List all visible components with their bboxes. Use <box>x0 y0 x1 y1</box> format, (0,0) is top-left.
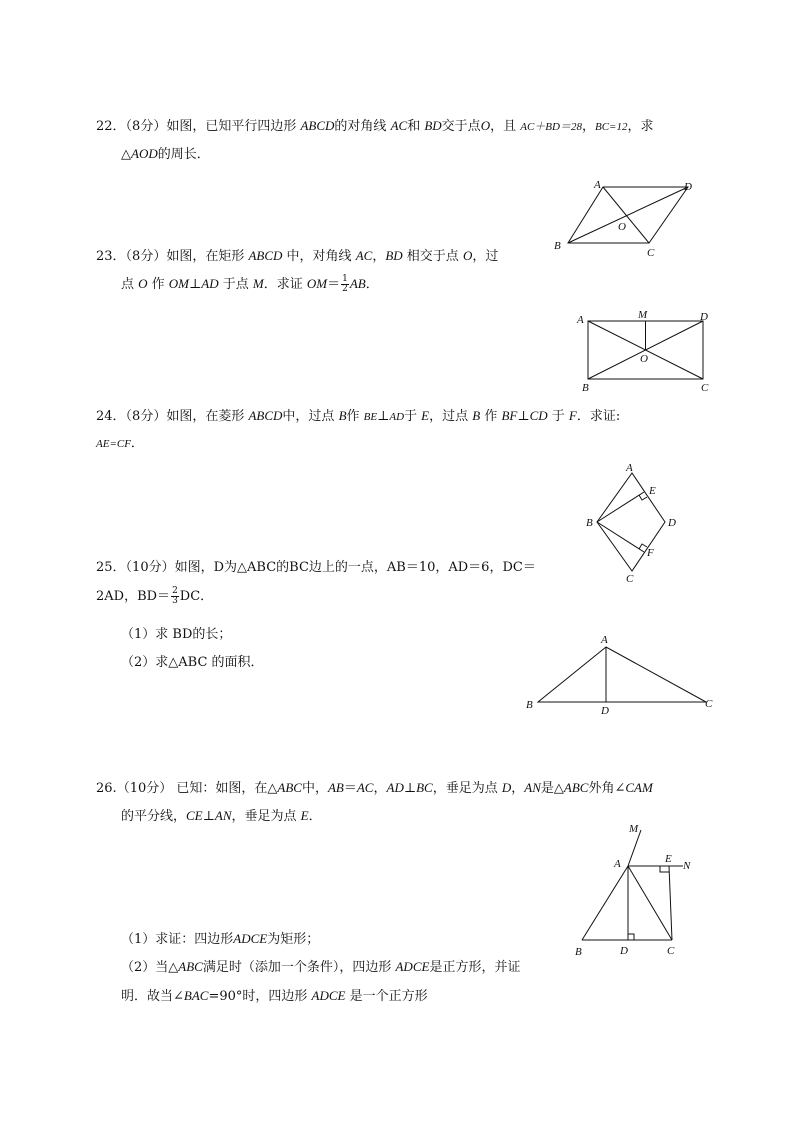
text: △ <box>121 147 131 162</box>
q22-line1 <box>96 117 653 136</box>
math: ABCD <box>248 248 283 263</box>
text: 已知：如图，在△ <box>172 781 278 796</box>
text: 如图，已知平行四边形 <box>166 119 301 134</box>
text: 中，过点 <box>282 409 339 424</box>
math: O <box>138 276 148 291</box>
math: BE <box>363 411 378 423</box>
math: AB <box>349 276 366 291</box>
math: ADCE <box>233 931 268 946</box>
math: AN <box>524 780 541 795</box>
math: F <box>568 408 577 423</box>
label-B: B <box>575 946 582 958</box>
text: 于点 <box>218 277 253 292</box>
text: 的平分线， <box>121 809 187 824</box>
math: AD <box>201 276 219 291</box>
label-A: A <box>601 634 608 646</box>
text: 点 <box>121 277 139 292</box>
math: D <box>501 780 512 795</box>
numerator: 2 <box>172 586 178 596</box>
question-number: 26. <box>96 781 117 796</box>
text: 作 <box>480 409 502 424</box>
label-D: D <box>620 945 628 957</box>
text: （1）求证：四边形 <box>121 932 234 947</box>
text: ．求证: <box>576 409 621 424</box>
q25-line1 <box>96 559 536 577</box>
math: ABCD <box>300 118 335 133</box>
label-N: N <box>683 860 691 872</box>
math: E <box>421 408 430 423</box>
text: 明．故当∠ <box>121 989 184 1004</box>
q25-part2 <box>121 654 264 672</box>
q23-line2 <box>121 275 379 294</box>
q26-part2 <box>121 958 520 977</box>
math: BC <box>416 780 433 795</box>
math: O <box>480 118 491 133</box>
text: 外角∠ <box>588 781 626 796</box>
math: ADCE <box>395 959 430 974</box>
figure-25-triangle <box>520 632 720 717</box>
label-A: A <box>614 858 621 870</box>
text: ，垂足为点 <box>231 809 301 824</box>
text: 是正方形，并证 <box>429 960 521 975</box>
text: 中，对角线 <box>282 249 356 264</box>
math: AOD <box>131 146 158 161</box>
figure-26-triangle-rectangle <box>572 820 702 960</box>
text: 如图，D为△ABC的BC边上的一点，AB＝10，AD＝6，DC＝ <box>174 560 536 575</box>
label-O: O <box>640 353 648 365</box>
text: 如图，在矩形 <box>166 249 249 264</box>
text: 中， <box>301 781 328 796</box>
label-A: A <box>577 314 584 326</box>
label-C: C <box>705 698 713 710</box>
text: 满足时（添加一个条件），四边形 <box>202 960 396 975</box>
question-number: 25． <box>96 560 126 575</box>
math: AB <box>327 780 344 795</box>
label-E: E <box>649 485 656 497</box>
label-E: E <box>665 853 672 865</box>
math: AD <box>389 411 405 423</box>
score: （10分） <box>125 560 175 575</box>
text: （2）求△ABC 的面积． <box>121 655 264 670</box>
fraction-half <box>341 275 349 294</box>
math: ABC <box>563 780 589 795</box>
text: ， <box>373 781 387 796</box>
math: BF <box>501 408 518 423</box>
label-M: M <box>638 309 648 321</box>
q22-line2 <box>121 145 210 164</box>
label-D: D <box>700 311 708 323</box>
math: B <box>472 408 481 423</box>
text: ，过 <box>472 249 499 264</box>
text: =90°时，四边形 <box>208 989 312 1004</box>
math: BC=12 <box>594 121 628 133</box>
label-A: A <box>594 179 601 191</box>
q23-line1 <box>96 247 498 266</box>
math: ABCD <box>248 408 283 423</box>
label-B: B <box>526 699 533 711</box>
text: 是△ <box>540 781 564 796</box>
figure-23-rectangle <box>575 309 715 394</box>
q25-part1 <box>121 626 231 644</box>
text: ，垂足为点 <box>432 781 502 796</box>
question-number: 24． <box>96 409 126 424</box>
math: BD <box>424 118 442 133</box>
label-M: M <box>629 823 639 835</box>
text: ＝ <box>327 277 341 292</box>
math: ADCE <box>311 988 346 1003</box>
figure-22-parallelogram <box>554 178 710 259</box>
label-B: B <box>582 382 589 394</box>
text: ⊥ <box>517 409 530 424</box>
math: ABC <box>178 959 203 974</box>
q24-line1 <box>96 407 620 426</box>
question-number: 22． <box>96 119 126 134</box>
question-number: 23． <box>96 249 126 264</box>
score: （8分） <box>125 409 167 424</box>
text: ，求 <box>627 119 654 134</box>
text: ． <box>365 277 379 292</box>
math: CE <box>186 808 203 823</box>
label-D: D <box>601 705 609 717</box>
denominator: 2 <box>342 284 348 294</box>
label-C: C <box>647 247 655 259</box>
text: 的对角线 <box>334 119 391 134</box>
text: ⊥ <box>202 809 215 824</box>
q26-line1 <box>96 779 653 798</box>
text: ⊥ <box>377 409 390 424</box>
q25-line2 <box>96 587 213 606</box>
label-D: D <box>684 181 692 193</box>
label-A: A <box>626 462 633 474</box>
score: （8分） <box>125 119 167 134</box>
math: AE=CF <box>96 438 131 450</box>
denominator: 3 <box>172 596 178 606</box>
text: （2）当△ <box>121 960 179 975</box>
text: 于 <box>547 409 569 424</box>
label-B: B <box>554 240 561 252</box>
label-D: D <box>668 517 676 529</box>
score: （10分） <box>116 781 173 796</box>
q26-line2 <box>121 807 322 826</box>
text: ，过点 <box>429 409 473 424</box>
text: ． <box>308 809 322 824</box>
math: AC＋BD＝28 <box>520 121 582 133</box>
text: ⊥ <box>403 781 417 796</box>
text: 作 <box>346 409 364 424</box>
math: M <box>252 276 264 291</box>
math: AD <box>386 780 404 795</box>
text: ，且 <box>490 119 521 134</box>
score: （8分） <box>125 249 167 264</box>
text: 和 <box>407 119 425 134</box>
math: CD <box>529 408 548 423</box>
text: ．求证 <box>263 277 307 292</box>
math: AN <box>214 808 232 823</box>
math: OM <box>168 276 190 291</box>
math: BD <box>385 248 403 263</box>
text: 如图，在菱形 <box>166 409 249 424</box>
numerator: 1 <box>342 274 348 284</box>
label-O: O <box>618 221 626 233</box>
q26-part3 <box>121 987 428 1006</box>
label-C: C <box>701 382 709 394</box>
math: AC <box>355 248 373 263</box>
label-F: F <box>647 547 654 559</box>
text: DC． <box>179 589 214 604</box>
label-C: C <box>667 945 675 957</box>
math: ABC <box>277 780 302 795</box>
text: 是一个正方形 <box>345 989 428 1004</box>
math: OM <box>306 276 328 291</box>
math: AC <box>390 118 408 133</box>
text: ＝ <box>343 781 357 796</box>
fraction-two-thirds <box>171 587 179 606</box>
q24-line2 <box>96 435 144 453</box>
text: ． <box>130 436 144 451</box>
math: O <box>462 248 473 263</box>
text: 2AD，BD＝ <box>96 589 171 604</box>
text: 相交于点 <box>402 249 463 264</box>
text: ， <box>581 119 595 134</box>
text: 作 <box>147 277 169 292</box>
text: 的周长． <box>157 147 210 162</box>
text: ， <box>511 781 525 796</box>
math: BAC <box>183 988 209 1003</box>
figure-24-rhombus <box>580 460 680 590</box>
text: 为矩形； <box>267 932 320 947</box>
math: B <box>338 408 347 423</box>
label-C: C <box>626 573 634 585</box>
text: ⊥ <box>189 277 202 292</box>
math: E <box>300 808 309 823</box>
label-B: B <box>586 517 593 529</box>
text: （1）求 BD的长； <box>121 627 232 642</box>
math: CAM <box>625 780 653 795</box>
text: 交于点 <box>441 119 481 134</box>
text: 于 <box>404 409 422 424</box>
text: ， <box>372 249 386 264</box>
q26-part1 <box>121 930 319 949</box>
math: AC <box>356 780 374 795</box>
